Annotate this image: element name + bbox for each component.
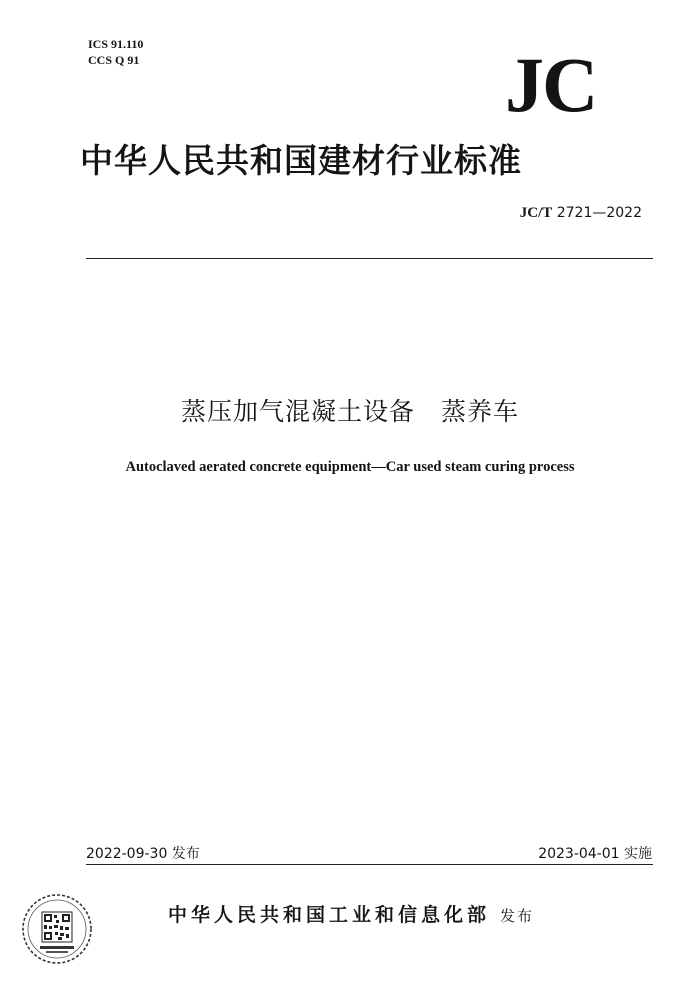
- issue-date: 2022-09-30 发布: [86, 846, 200, 862]
- org-title: 中华人民共和国建材行业标准: [80, 141, 522, 180]
- standard-number-value: 2721—2022: [556, 205, 642, 221]
- ccs-code: CCS Q 91: [88, 53, 140, 67]
- jc-logo: JC: [505, 41, 597, 128]
- classification-codes: [88, 36, 143, 68]
- publisher: [168, 900, 534, 927]
- english-title: Autoclaved aerated concrete equipment—Car used steam curing process: [125, 459, 575, 475]
- qr-seal-icon: [20, 892, 94, 966]
- publisher-name: 中华人民共和国工业和信息化部: [168, 904, 491, 926]
- chinese-title-sub: 蒸养车: [441, 397, 520, 426]
- implementation-date: 2023-04-01 实施: [538, 846, 652, 862]
- standard-number: [520, 205, 642, 222]
- ics-code: ICS 91.110: [88, 37, 144, 51]
- top-divider: [86, 258, 653, 259]
- chinese-title: [0, 392, 700, 428]
- chinese-title-main: 蒸压加气混凝土设备: [180, 397, 415, 426]
- publisher-suffix: 发布: [500, 907, 535, 925]
- bottom-divider: [86, 864, 653, 865]
- standard-prefix: JC/T: [519, 205, 553, 221]
